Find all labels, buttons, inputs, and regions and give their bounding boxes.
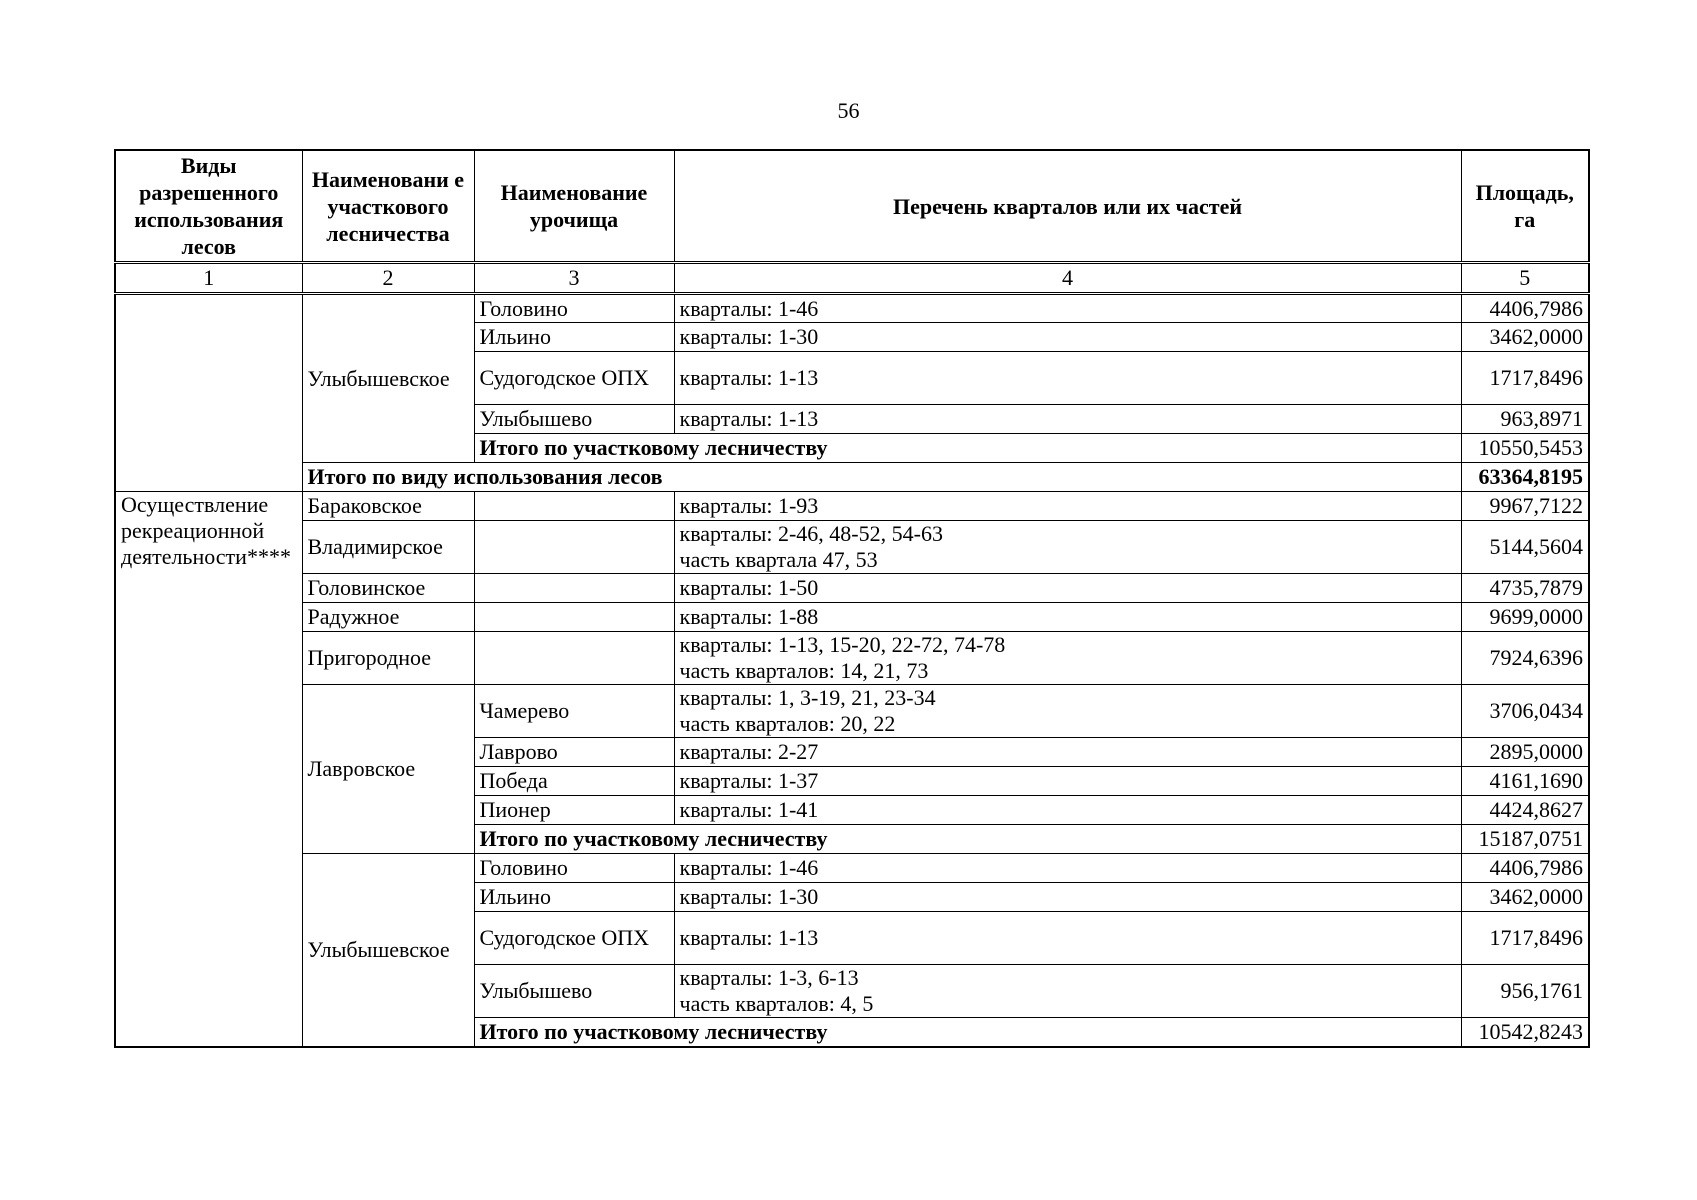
quarters-cell: кварталы: 1-46 [674, 294, 1461, 323]
header-use-type: Виды разрешенного использования лесов [115, 150, 302, 263]
tract-cell-empty [474, 603, 674, 632]
tract-cell-empty [474, 574, 674, 603]
quarters-cell: кварталы: 1-41 [674, 796, 1461, 825]
quarters-part-line: часть кварталов: 20, 22 [679, 711, 896, 736]
tract-cell-empty [474, 492, 674, 521]
column-number: 4 [674, 263, 1461, 294]
subtotal-area: 15187,0751 [1461, 825, 1589, 854]
area-cell: 4161,1690 [1461, 767, 1589, 796]
area-cell: 3706,0434 [1461, 685, 1589, 738]
quarters-line: кварталы: 2-46, 48-52, 54-63 [679, 521, 943, 546]
area-cell: 4735,7879 [1461, 574, 1589, 603]
use-type-cell-empty [115, 294, 302, 492]
column-number-row [115, 263, 1589, 294]
table-row [115, 685, 1589, 738]
quarters-cell [674, 632, 1461, 685]
tract-cell: Судогодское ОПХ [474, 912, 674, 965]
tract-cell: Пионер [474, 796, 674, 825]
tract-cell: Судогодское ОПХ [474, 352, 674, 405]
forestry-cell: Владимирское [302, 521, 474, 574]
forestry-cell: Радужное [302, 603, 474, 632]
total-area: 63364,8195 [1461, 463, 1589, 492]
table-row [115, 603, 1589, 632]
area-cell: 3462,0000 [1461, 323, 1589, 352]
tract-cell: Победа [474, 767, 674, 796]
table-row [115, 632, 1589, 685]
header-quarters: Перечень кварталов или их частей [674, 150, 1461, 263]
tract-cell: Чамерево [474, 685, 674, 738]
header-row [115, 150, 1589, 263]
forestry-cell: Улыбышевское [302, 854, 474, 1047]
quarters-cell: кварталы: 1-13 [674, 912, 1461, 965]
forestry-cell: Улыбышевское [302, 294, 474, 463]
tract-cell: Улыбышево [474, 405, 674, 434]
quarters-part-line: часть кварталов: 4, 5 [679, 991, 874, 1016]
forestry-cell: Бараковское [302, 492, 474, 521]
tract-cell: Головино [474, 294, 674, 323]
quarters-cell: кварталы: 1-50 [674, 574, 1461, 603]
subtotal-label: Итого по участковому лесничеству [474, 1018, 1461, 1047]
total-label: Итого по виду использования лесов [302, 463, 1461, 492]
tract-cell: Головино [474, 854, 674, 883]
area-cell: 1717,8496 [1461, 352, 1589, 405]
use-type-cell: Осуществление рекреационной деятельности**** [115, 492, 302, 1047]
quarters-cell [674, 965, 1461, 1018]
area-cell: 7924,6396 [1461, 632, 1589, 685]
area-cell: 4424,8627 [1461, 796, 1589, 825]
quarters-cell: кварталы: 1-88 [674, 603, 1461, 632]
table-row [115, 294, 1589, 323]
area-cell: 956,1761 [1461, 965, 1589, 1018]
quarters-cell: кварталы: 1-46 [674, 854, 1461, 883]
area-cell: 4406,7986 [1461, 854, 1589, 883]
column-number: 5 [1461, 263, 1589, 294]
header-tract: Наименование урочища [474, 150, 674, 263]
column-number: 1 [115, 263, 302, 294]
area-cell: 9699,0000 [1461, 603, 1589, 632]
header-forestry: Наименовани е участкового лесничества [302, 150, 474, 263]
subtotal-label: Итого по участковому лесничеству [474, 825, 1461, 854]
header-area: Площадь, га [1461, 150, 1589, 263]
subtotal-label: Итого по участковому лесничеству [474, 434, 1461, 463]
quarters-cell: кварталы: 1-30 [674, 323, 1461, 352]
quarters-part-line: часть кварталов: 14, 21, 73 [679, 658, 929, 683]
total-row [115, 463, 1589, 492]
quarters-line: кварталы: 1-3, 6-13 [679, 965, 859, 990]
tract-cell: Ильино [474, 323, 674, 352]
tract-cell-empty [474, 521, 674, 574]
subtotal-area: 10550,5453 [1461, 434, 1589, 463]
forestry-cell: Лавровское [302, 685, 474, 854]
table-row [115, 574, 1589, 603]
quarters-cell: кварталы: 1-37 [674, 767, 1461, 796]
area-cell: 4406,7986 [1461, 294, 1589, 323]
table-row [115, 492, 1589, 521]
subtotal-area: 10542,8243 [1461, 1018, 1589, 1047]
quarters-cell: кварталы: 2-27 [674, 738, 1461, 767]
forestry-cell: Головинское [302, 574, 474, 603]
area-cell: 5144,5604 [1461, 521, 1589, 574]
quarters-cell: кварталы: 1-13 [674, 405, 1461, 434]
quarters-part-line: часть квартала 47, 53 [679, 547, 878, 572]
tract-cell: Ильино [474, 883, 674, 912]
quarters-cell: кварталы: 1-93 [674, 492, 1461, 521]
quarters-cell [674, 521, 1461, 574]
area-cell: 3462,0000 [1461, 883, 1589, 912]
area-cell: 9967,7122 [1461, 492, 1589, 521]
forest-use-table [114, 149, 1590, 1048]
quarters-cell [674, 685, 1461, 738]
page-number: 56 [837, 98, 860, 123]
area-cell: 2895,0000 [1461, 738, 1589, 767]
column-number: 3 [474, 263, 674, 294]
forestry-cell: Пригородное [302, 632, 474, 685]
quarters-line: кварталы: 1-13, 15-20, 22-72, 74-78 [679, 632, 1006, 657]
tract-cell: Лаврово [474, 738, 674, 767]
area-cell: 963,8971 [1461, 405, 1589, 434]
table-row [115, 521, 1589, 574]
table-row [115, 854, 1589, 883]
column-number: 2 [302, 263, 474, 294]
quarters-cell: кварталы: 1-13 [674, 352, 1461, 405]
quarters-line: кварталы: 1, 3-19, 21, 23-34 [679, 685, 936, 710]
area-cell: 1717,8496 [1461, 912, 1589, 965]
tract-cell: Улыбышево [474, 965, 674, 1018]
tract-cell-empty [474, 632, 674, 685]
quarters-cell: кварталы: 1-30 [674, 883, 1461, 912]
